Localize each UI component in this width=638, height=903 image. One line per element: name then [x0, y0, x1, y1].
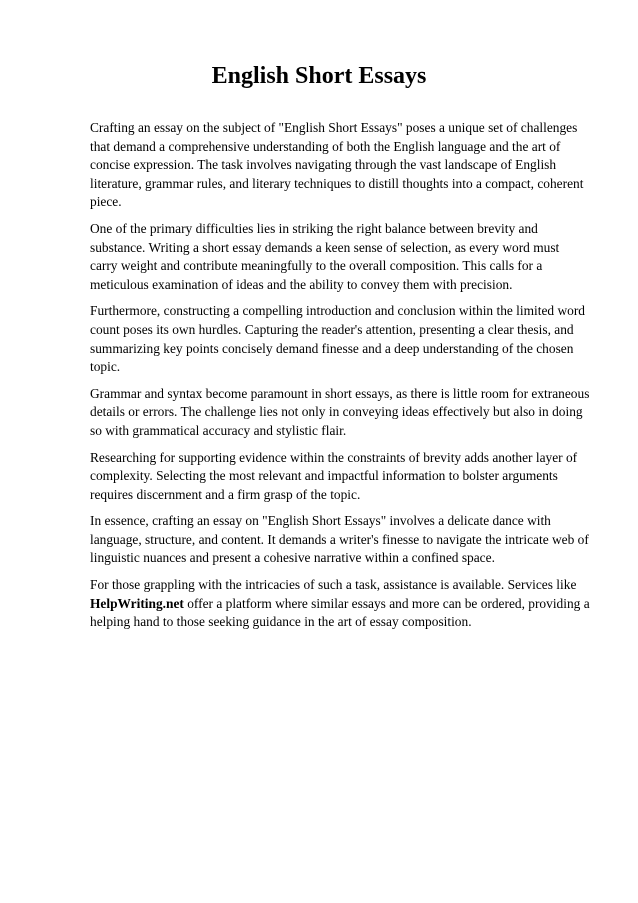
document-body: [90, 119, 590, 640]
paragraph-intro: Crafting an essay on the subject of "English Short Essays" poses a unique set of challenges that demand a comprehensive understanding of both the English language and the art of concise expression. The task involves navigating through the vast landscape of English literature, grammar rules, and literary techniques to distill thoughts into a compact, coherent piece.: [90, 120, 584, 210]
assistance-lead-text: For those grappling with the intricacies of such a task, assistance is available. Services like: [90, 577, 577, 593]
paragraph-grammar: Grammar and syntax become paramount in short essays, as there is little room for extraneous details or errors. The challenge lies not only in conveying ideas effectively but also in doing so with grammatical accuracy and stylistic flair.: [90, 385, 590, 438]
helpwriting-link[interactable]: HelpWriting.net: [90, 595, 184, 611]
paragraph-brevity: One of the primary difficulties lies in striking the right balance between brevity and substance. Writing a short essay demands a keen sense of selection, as every word must carry weight and contribute meaningfully to the overall composition. This calls for a meticulous examination of ideas and the ability to convey them with precision.: [90, 220, 560, 292]
paragraph-intro-conclusion: Furthermore, constructing a compelling introduction and conclusion within the limited word count poses its own hurdles. Capturing the reader's attention, presenting a clear thesis, and summarizing key points concisely demand finesse and a deep understanding of the chosen topic.: [90, 303, 585, 375]
paragraph-essence: In essence, crafting an essay on "English Short Essays" involves a delicate dance with language, structure, and content. It demands a writer's finesse to navigate the intricate web of linguistic nuances and present a cohesive narrative within a confined space.: [90, 513, 589, 566]
paragraph-research: Researching for supporting evidence within the constraints of brevity adds another layer of complexity. Selecting the most relevant and impactful information to bolster arguments requires discernment and a firm grasp of the topic.: [90, 449, 578, 502]
document-title: English Short Essays: [211, 63, 427, 89]
assistance-tail-text: offer a platform where similar essays and more can be ordered, providing a helping hand to those seeking guidance in the art of essay composition.: [90, 595, 590, 630]
paragraph-assistance: [90, 576, 590, 632]
